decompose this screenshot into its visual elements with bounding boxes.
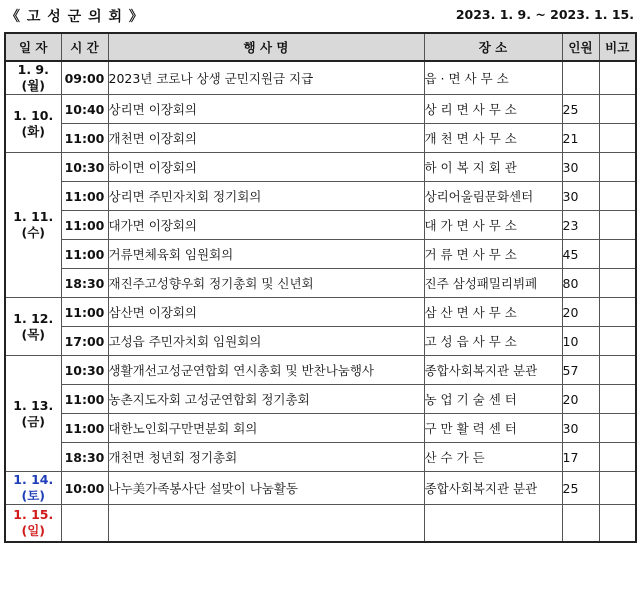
note-cell — [599, 124, 636, 153]
time-cell: 11:00 — [61, 298, 108, 327]
event-name-cell — [108, 505, 424, 543]
time-cell: 11:00 — [61, 385, 108, 414]
note-cell — [599, 95, 636, 124]
time-cell: 11:00 — [61, 414, 108, 443]
count-cell: 30 — [562, 153, 599, 182]
time-cell: 10:00 — [61, 472, 108, 505]
place-cell: 농 업 기 술 센 터 — [424, 385, 562, 414]
date-range: 2023. 1. 9. ~ 2023. 1. 15. — [455, 7, 634, 22]
note-cell — [599, 182, 636, 211]
note-cell — [599, 505, 636, 543]
weekday-label: (금) — [21, 413, 45, 429]
count-cell: 57 — [562, 356, 599, 385]
table-row — [5, 505, 636, 543]
time-cell: 18:30 — [61, 269, 108, 298]
table-row — [5, 124, 636, 153]
table-row — [5, 61, 636, 95]
count-cell: 20 — [562, 385, 599, 414]
date-label: 1. 13. — [13, 397, 54, 413]
event-name-cell: 고성읍 주민자치회 임원회의 — [108, 327, 424, 356]
place-cell: 상리어울림문화센터 — [424, 182, 562, 211]
place-cell: 거 류 면 사 무 소 — [424, 240, 562, 269]
note-cell — [599, 414, 636, 443]
table-row — [5, 211, 636, 240]
count-cell: 80 — [562, 269, 599, 298]
count-cell: 23 — [562, 211, 599, 240]
count-cell: 10 — [562, 327, 599, 356]
event-name-cell: 상리면 주민자치회 정기회의 — [108, 182, 424, 211]
table-row — [5, 443, 636, 472]
date-label: 1. 15. — [13, 507, 54, 522]
table-row — [5, 356, 636, 385]
table-row — [5, 153, 636, 182]
col-header-note: 비고 — [599, 33, 636, 61]
place-cell: 삼 산 면 사 무 소 — [424, 298, 562, 327]
place-cell — [424, 505, 562, 543]
event-name-cell: 생활개선고성군연합회 연시총회 및 반찬나눔행사 — [108, 356, 424, 385]
place-cell: 읍 · 면 사 무 소 — [424, 61, 562, 95]
count-cell: 30 — [562, 182, 599, 211]
note-cell — [599, 356, 636, 385]
place-cell: 하 이 복 지 회 관 — [424, 153, 562, 182]
time-cell: 18:30 — [61, 443, 108, 472]
date-label: 1. 14. — [13, 472, 54, 487]
note-cell — [599, 211, 636, 240]
table-row — [5, 269, 636, 298]
note-cell — [599, 472, 636, 505]
date-cell — [5, 298, 61, 356]
place-cell: 대 가 면 사 무 소 — [424, 211, 562, 240]
council-title: 《 고 성 군 의 회 》 — [6, 9, 144, 25]
schedule-body — [5, 61, 636, 542]
weekday-label: (토) — [21, 488, 45, 503]
weekday-label: (목) — [21, 326, 45, 342]
note-cell — [599, 298, 636, 327]
col-header-time: 시 간 — [61, 33, 108, 61]
note-cell — [599, 153, 636, 182]
place-cell: 진주 삼성패밀리뷔페 — [424, 269, 562, 298]
col-header-date: 일 자 — [5, 33, 61, 61]
place-cell: 종합사회복지관 분관 — [424, 356, 562, 385]
table-row — [5, 385, 636, 414]
event-name-cell: 농촌지도자회 고성군연합회 정기총회 — [108, 385, 424, 414]
time-cell: 10:30 — [61, 356, 108, 385]
date-label: 1. 9. — [17, 62, 49, 77]
time-cell: 11:00 — [61, 182, 108, 211]
count-cell: 20 — [562, 298, 599, 327]
count-cell: 30 — [562, 414, 599, 443]
note-cell — [599, 385, 636, 414]
date-cell — [5, 472, 61, 505]
note-cell — [599, 443, 636, 472]
place-cell: 종합사회복지관 분관 — [424, 472, 562, 505]
time-cell: 11:00 — [61, 124, 108, 153]
note-cell — [599, 269, 636, 298]
table-row — [5, 472, 636, 505]
date-cell — [5, 356, 61, 472]
date-cell — [5, 95, 61, 153]
count-cell — [562, 505, 599, 543]
count-cell: 21 — [562, 124, 599, 153]
place-cell: 상 리 면 사 무 소 — [424, 95, 562, 124]
table-row — [5, 95, 636, 124]
date-cell — [5, 153, 61, 298]
count-cell: 45 — [562, 240, 599, 269]
event-name-cell: 하이면 이장회의 — [108, 153, 424, 182]
event-name-cell: 2023년 코로나 상생 군민지원금 지급 — [108, 61, 424, 95]
place-cell: 고 성 읍 사 무 소 — [424, 327, 562, 356]
table-row — [5, 327, 636, 356]
event-name-cell: 나누美가족봉사단 설맞이 나눔활동 — [108, 472, 424, 505]
table-row — [5, 414, 636, 443]
event-name-cell: 상리면 이장회의 — [108, 95, 424, 124]
event-name-cell: 대가면 이장회의 — [108, 211, 424, 240]
event-name-cell: 개천면 이장회의 — [108, 124, 424, 153]
table-row — [5, 182, 636, 211]
time-cell: 11:00 — [61, 211, 108, 240]
note-cell — [599, 61, 636, 95]
time-cell: 11:00 — [61, 240, 108, 269]
weekday-label: (일) — [21, 523, 45, 538]
document-header — [6, 4, 634, 26]
table-row — [5, 298, 636, 327]
col-header-event: 행 사 명 — [108, 33, 424, 61]
note-cell — [599, 240, 636, 269]
event-name-cell: 개천면 청년회 정기총회 — [108, 443, 424, 472]
event-name-cell: 삼산면 이장회의 — [108, 298, 424, 327]
time-cell: 17:00 — [61, 327, 108, 356]
place-cell: 구 만 활 력 센 터 — [424, 414, 562, 443]
count-cell: 17 — [562, 443, 599, 472]
date-label: 1. 10. — [13, 107, 54, 123]
weekday-label: (월) — [21, 78, 45, 93]
weekday-label: (수) — [21, 225, 45, 240]
col-header-count: 인원 — [562, 33, 599, 61]
time-cell: 10:40 — [61, 95, 108, 124]
count-cell: 25 — [562, 95, 599, 124]
time-cell — [61, 505, 108, 543]
time-cell: 10:30 — [61, 153, 108, 182]
event-name-cell: 거류면체육회 임원회의 — [108, 240, 424, 269]
count-cell: 25 — [562, 472, 599, 505]
note-cell — [599, 327, 636, 356]
place-cell: 산 수 가 든 — [424, 443, 562, 472]
time-cell: 09:00 — [61, 61, 108, 95]
date-cell — [5, 505, 61, 543]
date-label: 1. 11. — [13, 209, 54, 224]
count-cell — [562, 61, 599, 95]
schedule-table — [4, 32, 637, 543]
weekday-label: (화) — [21, 123, 45, 139]
event-name-cell: 대한노인회구만면분회 회의 — [108, 414, 424, 443]
place-cell: 개 천 면 사 무 소 — [424, 124, 562, 153]
date-label: 1. 12. — [13, 310, 54, 326]
event-name-cell: 재진주고성향우회 정기총회 및 신년회 — [108, 269, 424, 298]
date-cell — [5, 61, 61, 95]
col-header-place: 장 소 — [424, 33, 562, 61]
header-row — [5, 33, 636, 61]
table-row — [5, 240, 636, 269]
